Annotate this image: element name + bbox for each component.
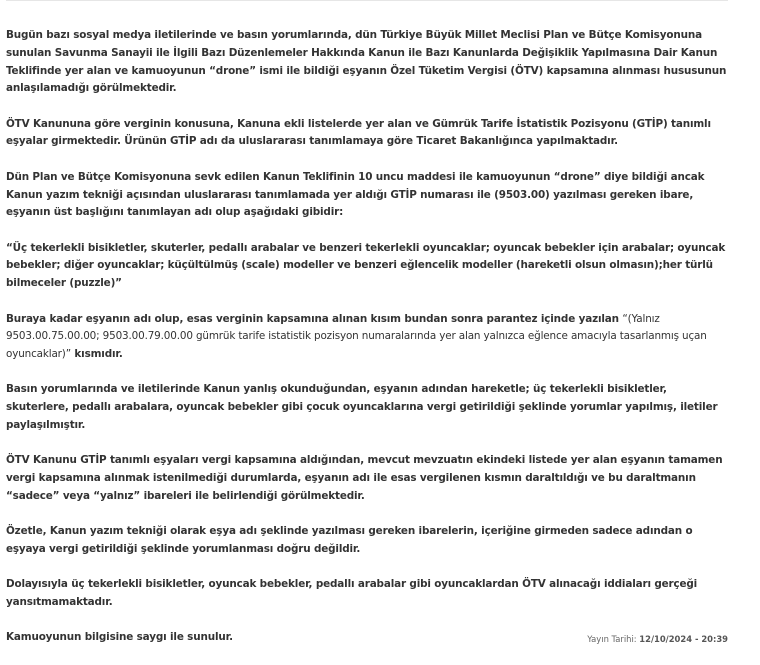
paragraph-1: Bugün bazı sosyal medya iletilerinde ve basın yorumlarında, dün Türkiye Büyük Millet Meclisi Plan ve Bütçe Komisyonuna sunulan Savunma Sanayii ile İlgili Bazı Düzenlemeler Hakkında Kanun ile Bazı Kanunlarda Değişiklik Yapılmasına Dair Kanun Teklifinde yer alan ve kamuoyunun “drone” ismi ile bildiği eşyanın Özel Tüketim Vergisi (ÖTV) kapsamına alınması hususunun anlaşılamadığı görülmektedir. (6, 29, 727, 95)
paragraph-4: “Üç tekerlekli bisikletler, skuterler, pedallı arabalar ve benzeri tekerlekli oyuncaklar; oyuncak bebekler için arabalar; oyuncak bebekler; diğer oyuncaklar; küçültülmüş (scale) modeller ve benzeri eğlencelik modeller (hareketli olsun olmasın);her türlü bilmeceler (puzzle)” (6, 241, 726, 290)
paragraph-5 (6, 311, 728, 364)
paragraph-9: Dolayısıyla üç tekerlekli bisikletler, oyuncak bebekler, pedallı arabalar gibi oyuncaklardan ÖTV alınacağı iddiaları gerçeği yansıtmamaktadır. (6, 578, 698, 609)
top-divider (6, 0, 728, 1)
paragraph-10: Kamuoyunun bilgisine saygı ile sunulur. (6, 631, 233, 644)
paragraph-8: Özetle, Kanun yazım tekniği olarak eşya adı şeklinde yazılması gereken ibarelerin, içeriğine girmeden sadece adından o eşyaya vergi getirildiği şeklinde yorumlanması doğru değildir. (6, 525, 693, 556)
paragraph-5-lead: Buraya kadar eşyanın adı olup, esas verginin kapsamına alınan kısım bundan sonra parantez içinde yazılan (6, 312, 623, 325)
paragraph-5-tail: kısmıdır. (70, 348, 123, 361)
paragraph-3: Dün Plan ve Bütçe Komisyonuna sevk edilen Kanun Teklifinin 10 uncu maddesi ile kamuoyunun “drone” diye bildiği ancak Kanun yazım tekniği açısından uluslararası tanımlamada yer aldığı GTİP numarası ile (9503.00) yazılması gereken ibare, eşyanın üst başlığını tanımlayan adı olup aşağıdaki gibidir: (6, 170, 705, 219)
paragraph-7: ÖTV Kanunu GTİP tanımlı eşyaları vergi kapsamına aldığından, mevcut mevzuatın ekindeki listede yer alan eşyanın tamamen vergi kapsamına alınmak istenilmediği durumlarda, eşyanın adı ile esas vergilenen kısmın daraltıldığı ve bu daraltmanın “sadece” veya “yalnız” ibareleri ile belirlendiği görülmektedir. (6, 454, 723, 502)
publish-date (587, 634, 728, 644)
publish-date-label: Yayın Tarihi: (587, 634, 640, 644)
press-release-body (6, 27, 728, 665)
paragraph-2: ÖTV Kanununa göre verginin konusuna, Kanuna ekli listelerde yer alan ve Gümrük Tarife İstatistik Pozisyonu (GTİP) tanımlı eşyalar girmektedir. Ürünün GTİP adı da uluslararası tanımlamaya göre Ticaret Bakanlığınca yapılmaktadır. (6, 117, 711, 148)
paragraph-5-quote: “(Yalnız 9503.00.75.00.00; 9503.00.79.00.00 gümrük tarife istatistik pozisyon numaralarında yer alan yalnızca eğlence amacıyla tasarlanmış uçan oyuncaklar)” (6, 312, 707, 361)
paragraph-6: Basın yorumlarında ve iletilerinde Kanun yanlış okunduğundan, eşyanın adından hareketle; üç tekerlekli bisikletler, skuterlere, pedallı arabalara, oyuncak bebekler gibi çocuk oyuncaklarına vergi getirildiği şeklinde yorumlar yapılmış, iletiler paylaşılmıştır. (6, 383, 718, 432)
publish-date-value: 12/10/2024 - 20:39 (639, 634, 728, 644)
